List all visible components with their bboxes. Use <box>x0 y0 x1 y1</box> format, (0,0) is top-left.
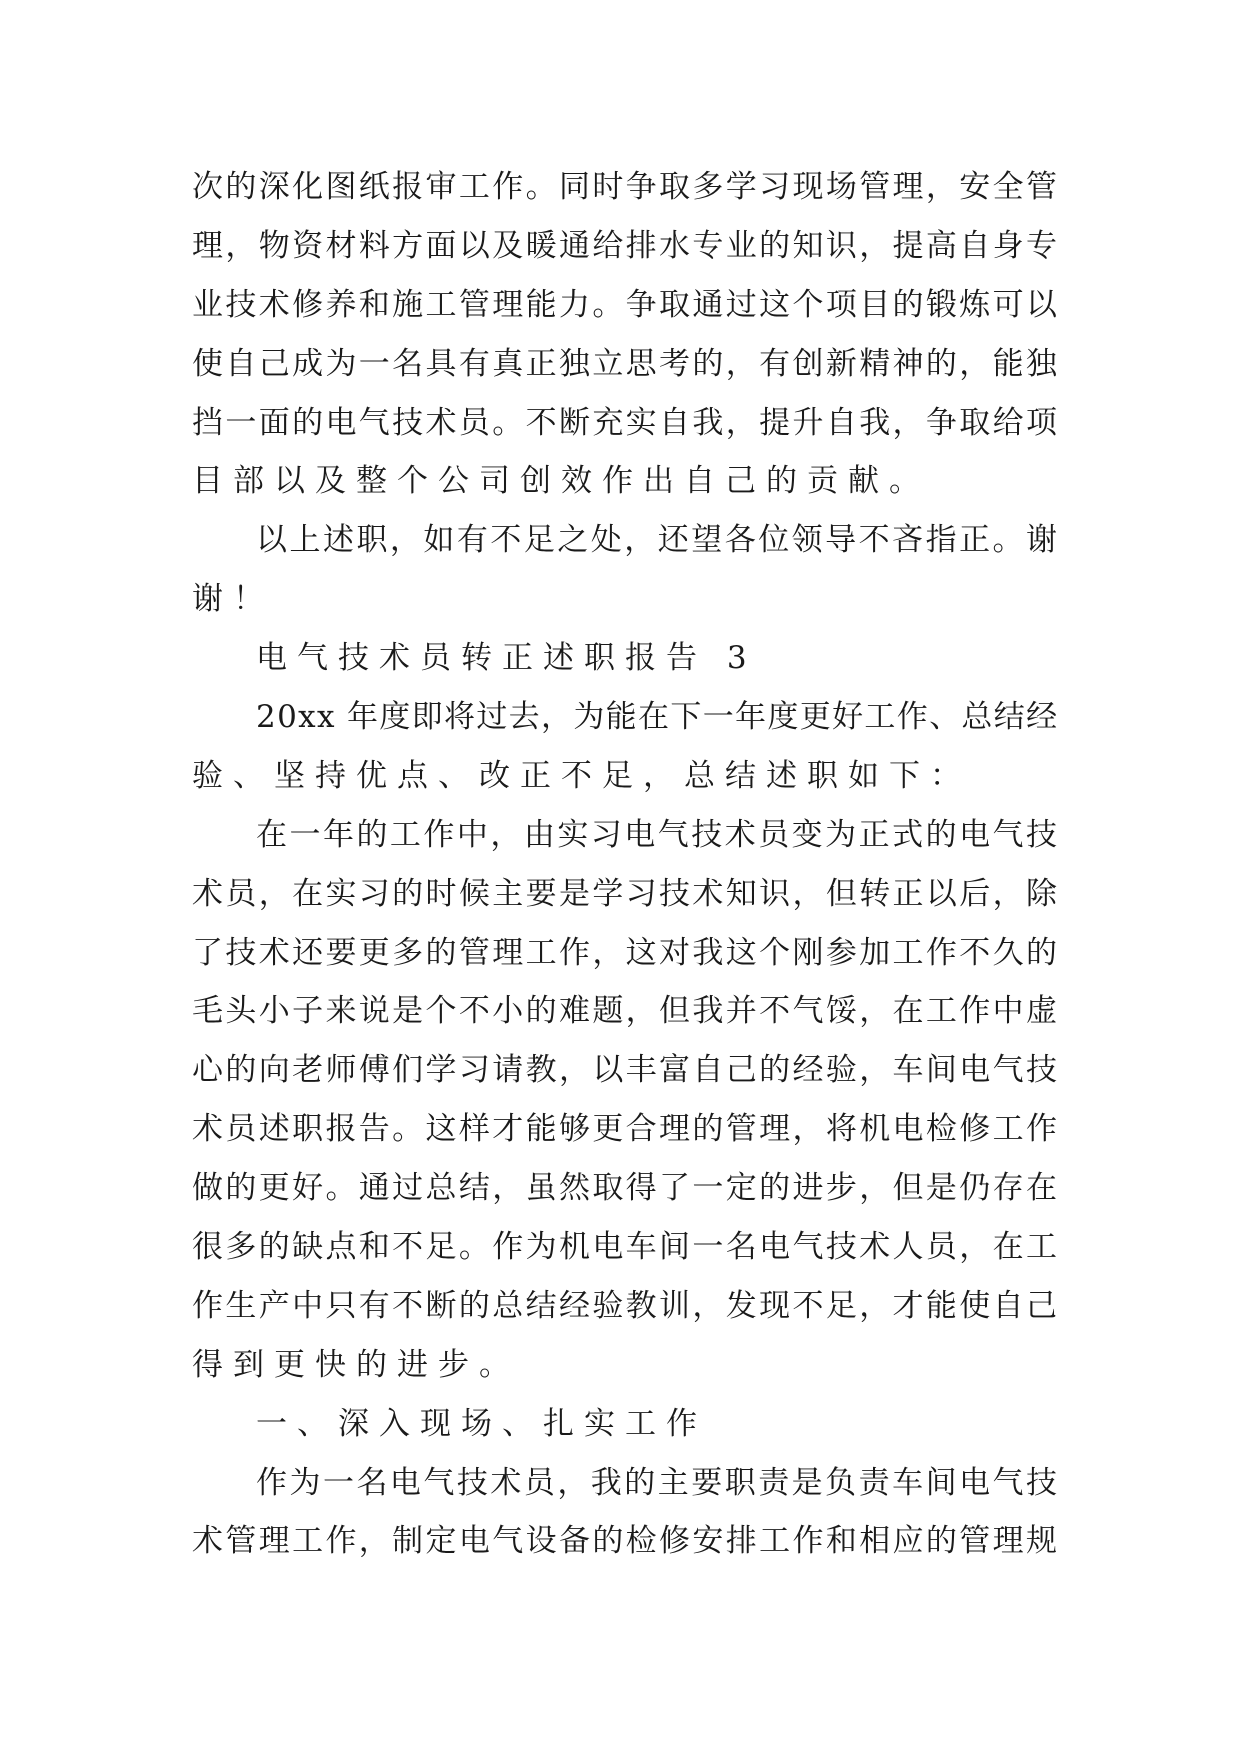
text-line: 20xx 年度即将过去，为能在下一年度更好工作、总结经 <box>256 699 1059 736</box>
text-line: 电气技术员转正述职报告 3 <box>256 640 757 677</box>
text-line: 术管理工作，制定电气设备的检修安排工作和相应的管理规 <box>192 1523 1060 1560</box>
text-line: 使自己成为一名具有真正独立思考的，有创新精神的，能独 <box>192 345 1060 382</box>
text-line: 了技术还要更多的管理工作，这对我这个刚参加工作不久的 <box>192 934 1060 971</box>
text-line: 作为一名电气技术员，我的主要职责是负责车间电气技 <box>256 1464 1060 1501</box>
text-line: 以上述职，如有不足之处，还望各位领导不吝指正。谢 <box>256 522 1060 559</box>
text-line: 术员述职报告。这样才能够更合理的管理，将机电检修工作 <box>192 1111 1060 1148</box>
text-line: 术员，在实习的时候主要是学习技术知识，但转正以后，除 <box>192 875 1060 912</box>
text-line: 得到更快的进步。 <box>192 1346 520 1383</box>
text-line: 验、坚持优点、改正不足，总结述职如下： <box>192 757 971 794</box>
text-line: 业技术修养和施工管理能力。争取通过这个项目的锻炼可以 <box>192 286 1060 323</box>
text-line: 毛头小子来说是个不小的难题，但我并不气馁，在工作中虚 <box>192 993 1060 1030</box>
text-line: 很多的缺点和不足。作为机电车间一名电气技术人员，在工 <box>192 1229 1060 1266</box>
text-line: 作生产中只有不断的总结经验教训，发现不足，才能使自己 <box>192 1287 1060 1324</box>
text-line: 目部以及整个公司创效作出自己的贡献。 <box>192 463 930 500</box>
text-line: 理，物资材料方面以及暖通给排水专业的知识，提高自身专 <box>192 227 1060 264</box>
text-line: 一、深入现场、扎实工作 <box>256 1405 707 1442</box>
text-line: 挡一面的电气技术员。不断充实自我，提升自我，争取给项 <box>192 404 1060 441</box>
text-line: 心的向老师傅们学习请教，以丰富自己的经验，车间电气技 <box>192 1052 1060 1089</box>
text-line: 在一年的工作中，由实习电气技术员变为正式的电气技 <box>256 816 1060 853</box>
text-line: 谢！ <box>192 581 274 618</box>
document-body <box>192 158 1060 1571</box>
text-line: 次的深化图纸报审工作。同时争取多学习现场管理，安全管 <box>192 169 1060 205</box>
text-line: 做的更好。通过总结，虽然取得了一定的进步，但是仍存在 <box>192 1170 1060 1207</box>
